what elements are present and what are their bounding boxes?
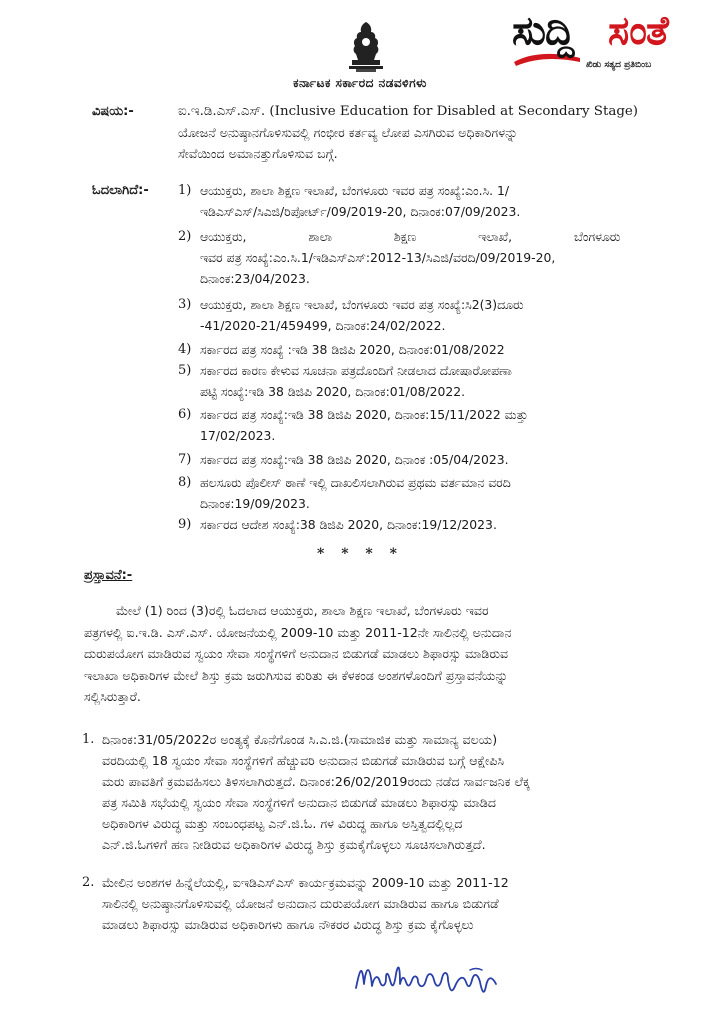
office-title: ಕರ್ನಾಟಕ ಸರ್ಕಾರದ ನಡವಳಿಗಳು [293,76,427,90]
preamble-line: ದುರುಪಯೋಗ ಮಾಡಿರುವ ಸ್ವಯಂ ಸೇವಾ ಸಂಸ್ಥೆಗಳಿಗೆ ಅನುದಾನ ಬಿಡುಗಡೆ ಮಾಡಲು ಶಿಫಾರಸ್ಸು ಮಾಡಿರುವ [84,646,509,661]
point-number: 2. [82,875,95,890]
reference-line: ದಿನಾಂಕ:23/04/2023. [200,271,310,286]
section-separator: * * * * [317,546,403,562]
point-line: ಅಧಿಕಾರಿಗಳ ವಿರುದ್ಧ ಮತ್ತು ಸಂಬಂಧಪಟ್ಟ ಎನ್.ಜಿ.ಓ. ಗಳ ವಿರುದ್ಧ ಹಾಗೂ ಅಸ್ತಿತ್ವದಲ್ಲಿಲ್ಲದ [102,816,463,831]
point-line: ಮೇಲಿನ ಅಂಶಗಳ ಹಿನ್ನೆಲೆಯಲ್ಲಿ, ಐಇಡಿಎಸ್‌ಎಸ್ ಕಾರ್ಯಕ್ರಮವನ್ನು 2009-10 ಮತ್ತು 2011-12 [102,875,509,890]
reference-item [178,404,660,446]
reference-item [178,449,660,470]
reference-item [178,294,660,336]
subject-line: ಐ.ಇ.ಡಿ.ಎಸ್.ಎಸ್. (Inclusive Education for Disabled at Secondary Stage) [178,104,639,119]
reference-line: ಆಯುಕ್ತರು, ಶಾಲಾ ಶಿಕ್ಷಣ ಇಲಾಖೆ, ಬೆಂಗಳೂರು [200,229,621,244]
reference-line: ಸರ್ಕಾರದ ಪತ್ರ ಸಂಖ್ಯೆ:ಇಡಿ 38 ಡಿಜಿಪಿ 2020, ದಿನಾಂಕ :05/04/2023. [200,452,509,467]
reference-line: 17/02/2023. [200,428,276,443]
point-line: ಮಾಡಲು ಶಿಫಾರಸ್ಸು ಮಾಡಿರುವ ಅಧಿಕಾರಿಗಳು ಹಾಗೂ ನೌಕರರ ವಿರುದ್ಧ ಶಿಸ್ತು ಕ್ರಮ ಕೈಗೊಳ್ಳಲು [102,917,474,932]
point-line: ಪತ್ರ ಸಮಿತಿ ಸಭೆಯಲ್ಲಿ ಸ್ವಯಂ ಸೇವಾ ಸಂಸ್ಥೆಗಳಿಗೆ ಅನುದಾನ ಬಿಡುಗಡೆ ಮಾಡಲು ಶಿಫಾರಸ್ಸು ಮಾಡಿದ [102,795,496,810]
reference-item [178,180,660,222]
point-line: ಸಾಲಿನಲ್ಲಿ ಅನುಷ್ಠಾನಗೊಳಿಸುವಲ್ಲಿ ಯೋಜನೆ ಅನುದಾನ ದುರುಪಯೋಗ ಮಾಡಿರುವ ಹಾಗೂ ಬಿಡುಗಡೆ [102,896,499,911]
reference-number: 9) [178,517,192,532]
preamble-line: ಸಲ್ಲಿಸಿರುತ್ತಾರೆ. [84,689,141,704]
subject-text [178,101,656,164]
preamble-line: ಮೇಲೆ (1) ರಿಂದ (3)ರಲ್ಲಿ ಓದಲಾದ ಆಯುಕ್ತರು, ಶಾಲಾ ಶಿಕ್ಷಣ ಇಲಾಖೆ, ಬೆಂಗಳೂರು ಇವರ [116,603,489,618]
reference-number: 1) [178,183,192,198]
reference-line: ಇವರ ಪತ್ರ ಸಂಖ್ಯೆ:ಎಂ.ಸಿ.1/ಇಡಿಎಸ್‌ಎಸ್:2012-13/ಸಿಎಜಿ/ವರದಿ/09/2019-20, [200,250,556,265]
reference-number: 5) [178,363,192,378]
preamble-line: ಪತ್ರಗಳಲ್ಲಿ ಐ.ಇ.ಡಿ. ಎಸ್.ಎಸ್. ಯೋಜನೆಯಲ್ಲಿ 2009-10 ಮತ್ತು 2011-12ನೇ ಸಾಲಿನಲ್ಲಿ ಅನುದಾನ [84,624,512,640]
reference-number: 2) [178,229,192,244]
handwritten-signature [352,958,522,998]
karnataka-emblem-icon [344,20,388,74]
reference-number: 7) [178,452,192,467]
logo-word-sante: ಸಂತೆ [608,8,668,54]
reference-line: ದಿನಾಂಕ:19/09/2023. [200,496,310,511]
reference-item [178,514,660,535]
reference-item [178,472,660,514]
reference-line: ಆಯುಕ್ತರು, ಶಾಲಾ ಶಿಕ್ಷಣ ಇಲಾಖೆ, ಬೆಂಗಳೂರು ಇವರ ಪತ್ರ ಸಂಖ್ಯೆ:ಎಂ.ಸಿ. 1/ [200,183,510,198]
reference-line: ಹಲಸೂರು ಪೊಲೀಸ್ ಠಾಣೆ ಇಲ್ಲಿ ದಾಖಲಿಸಲಾಗಿರುವ ಪ್ರಥಮ ವರ್ತಮಾನ ವರದಿ [200,475,511,490]
reference-line: ಸರ್ಕಾರದ ಕಾರಣ ಕೇಳುವ ಸೂಚನಾ ಪತ್ರದೊಂದಿಗೆ ನೀಡಲಾದ ದೋಷಾರೋಪಣಾ [200,363,512,378]
reference-line: ಸರ್ಕಾರದ ಪತ್ರ ಸಂಖ್ಯೆ :ಇಡಿ 38 ಡಿಜಿಪಿ 2020, ದಿನಾಂಕ:01/08/2022 [200,342,505,357]
preamble-paragraph [84,600,668,708]
subject-label: ವಿಷಯ:- [92,104,134,119]
preamble-line: ಇಲಾಖಾ ಅಧಿಕಾರಿಗಳ ಮೇಲೆ ಶಿಸ್ತು ಕ್ರಮ ಜರುಗಿಸುವ ಕುರಿತು ಈ ಕೆಳಕಂಡ ಅಂಶಗಳೊಂದಿಗೆ ಪ್ರಸ್ತಾವನೆಯನ್ನು [84,667,509,683]
reference-number: 8) [178,475,192,490]
sudhi-sante-logo [512,8,712,78]
subject-line: ಸೇವೆಯಿಂದ ಅಮಾನತ್ತುಗೊಳಿಸುವ ಬಗ್ಗೆ. [178,146,338,161]
reference-item [178,226,660,289]
reference-number: 6) [178,407,192,422]
reference-line: ಸರ್ಕಾರದ ಆದೇಶ ಸಂಖ್ಯೆ:38 ಡಿಜಿಪಿ 2020, ದಿನಾಂಕ:19/12/2023. [200,517,497,532]
numbered-point [82,729,668,855]
point-line: ಎನ್.ಜಿ.ಓಗಳಿಗೆ ಹಣ ನೀಡಿರುವ ಅಧಿಕಾರಿಗಳ ವಿರುದ್ಧ ಶಿಸ್ತು ಕ್ರಮಕೈಗೊಳ್ಳಲು ಸೂಚಿಸಲಾಗಿರುತ್ತದೆ. [102,837,486,852]
subject-line: ಯೋಜನೆ ಅನುಷ್ಠಾನಗೊಳಿಸುವಲ್ಲಿ ಗಂಭೀರ ಕರ್ತವ್ಯ ಲೋಪ ಎಸಗಿರುವ ಅಧಿಕಾರಿಗಳನ್ನು [178,125,518,140]
point-line: ಮರು ಪಾವತಿಗೆ ಕ್ರಮವಹಿಸಲು ತಿಳಿಸಲಾಗಿರುತ್ತದೆ. ದಿನಾಂಕ:26/02/2019ರಂದು ನಡೆದ ಸಾರ್ವಜನಿಕ ಲೆಕ್ಕ [102,774,530,789]
point-number: 1. [82,732,95,747]
point-line: ದಿನಾಂಕ:31/05/2022ರ ಅಂತ್ಯಕ್ಕೆ ಕೊನೆಗೊಂಡ ಸಿ.ಎ.ಜಿ.(ಸಾಮಾಜಿಕ ಮತ್ತು ಸಾಮಾನ್ಯ ವಲಯ) [102,732,498,747]
reference-item [178,360,660,402]
reference-number: 3) [178,297,192,312]
logo-word-sudhi: ಸುದ್ದಿ [512,8,574,54]
numbered-point [82,872,668,935]
reference-number: 4) [178,342,192,357]
logo-tagline: ಖಿಡು ಸತ್ಯದ ಪ್ರತಿಬಿಂಬ [586,60,652,70]
references-label: ಓದಲಾಗಿದೆ:- [92,183,149,198]
preamble-label: ಪ್ರಸ್ತಾವನೆ:- [84,568,133,583]
reference-line: ಆಯುಕ್ತರು, ಶಾಲಾ ಶಿಕ್ಷಣ ಇಲಾಖೆ, ಬೆಂಗಳೂರು ಇವರ ಪತ್ರ ಸಂಖ್ಯೆ:ಸಿ2(3)ದೂರು [200,297,524,312]
point-line: ವರದಿಯಲ್ಲಿ 18 ಸ್ವಯಂ ಸೇವಾ ಸಂಸ್ಥೆಗಳಿಗೆ ಹೆಚ್ಚುವರಿ ಅನುದಾನ ಬಿಡುಗಡೆ ಮಾಡಿರುವ ಬಗ್ಗೆ ಆಕ್ಷೇಪಿಸಿ [102,753,505,768]
reference-line: -41/2020-21/459499, ದಿನಾಂಕ:24/02/2022. [200,318,446,333]
reference-item [178,339,660,360]
reference-line: ಪಟ್ಟಿ ಸಂಖ್ಯೆ:ಇಡಿ 38 ಡಿಜಿಪಿ 2020, ದಿನಾಂಕ:01/08/2022. [200,384,466,399]
reference-line: ಇಡಿಎಸ್‌ಎಸ್/ಸಿಎಜಿ/ರಿಪೋರ್ಟ್/09/2019-20, ದಿನಾಂಕ:07/09/2023. [200,204,521,219]
reference-line: ಸರ್ಕಾರದ ಪತ್ರ ಸಂಖ್ಯೆ:ಇಡಿ 38 ಡಿಜಿಪಿ 2020, ದಿನಾಂಕ:15/11/2022 ಮತ್ತು [200,407,529,422]
